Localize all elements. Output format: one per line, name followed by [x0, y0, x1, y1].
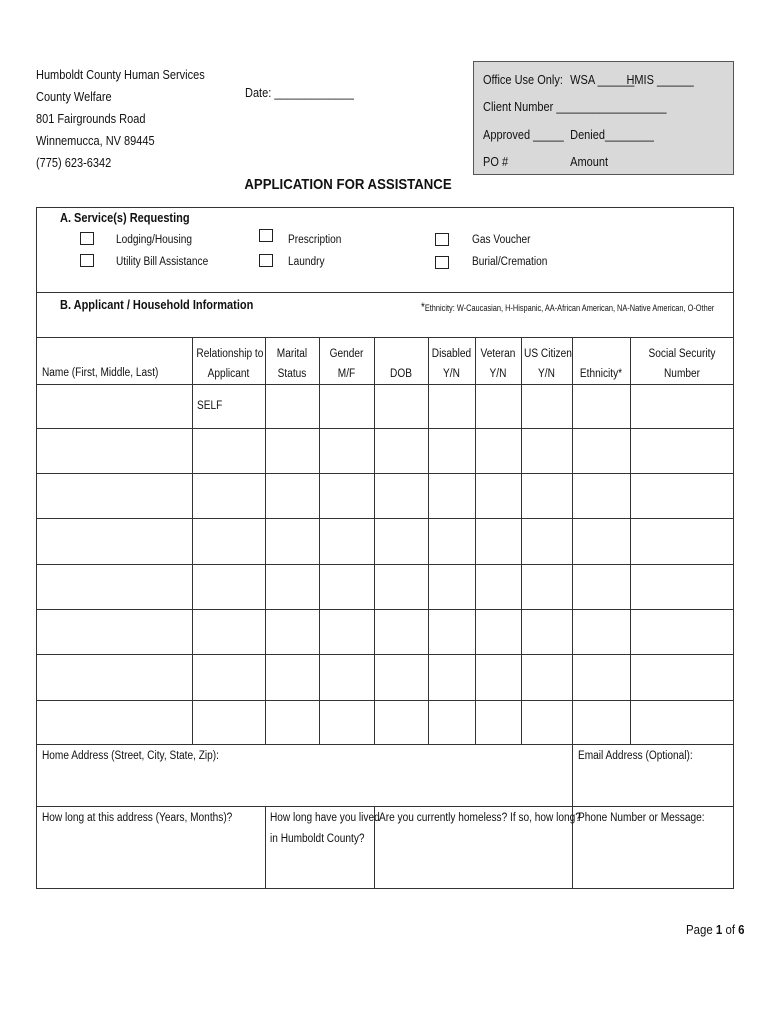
denied-field[interactable]: Denied________ — [570, 128, 654, 142]
header-gender-l2: M/F — [337, 368, 356, 380]
header-gender — [322, 344, 370, 384]
ethnicity-note-star: * — [421, 300, 425, 314]
cell-self: SELF — [197, 400, 223, 412]
how-long-address-label: How long at this address (Years, Months)? — [42, 812, 233, 824]
section-b-title: B. Applicant / Household Information — [60, 298, 254, 312]
form-title: APPLICATION FOR ASSISTANCE — [244, 176, 452, 193]
checkbox-burial[interactable] — [435, 256, 449, 269]
col-line — [265, 806, 266, 889]
header-relationship-l1: Relationship to — [196, 348, 264, 360]
how-long-county-l2: in Humboldt County? — [270, 833, 365, 845]
header-us-citizen-l1: US Citizen — [524, 348, 572, 360]
agency-name: Humboldt County Human Services — [36, 68, 205, 82]
po-field[interactable]: PO # — [483, 155, 509, 169]
header-relationship-l2: Applicant — [207, 368, 250, 380]
client-number-field[interactable]: Client Number __________________ — [483, 100, 667, 114]
label-utility: Utility Bill Assistance — [116, 256, 209, 268]
header-disabled-l2: Y/N — [443, 368, 460, 380]
col-line — [630, 337, 631, 744]
col-line — [521, 337, 522, 744]
header-marital — [268, 344, 316, 384]
header-veteran — [478, 344, 518, 384]
agency-street: 801 Fairgrounds Road — [36, 112, 146, 126]
col-line — [475, 337, 476, 744]
email-label: Email Address (Optional): — [578, 750, 693, 762]
address-row-line — [36, 806, 734, 807]
col-line — [374, 337, 375, 744]
header-us-citizen-l2: Y/N — [538, 368, 555, 380]
office-use-box — [473, 61, 734, 175]
agency-address — [36, 64, 205, 174]
header-disabled-l1: Disabled — [431, 348, 472, 360]
page-of: of — [722, 922, 739, 937]
homeless-label: Are you currently homeless? If so, how long? — [379, 812, 581, 824]
header-us-citizen — [524, 344, 572, 384]
col-line — [192, 337, 193, 744]
col-line — [572, 337, 573, 744]
how-long-county-l1: How long have you lived — [270, 812, 380, 824]
phone-label: Phone Number or Message: — [578, 812, 705, 824]
amount-field[interactable]: Amount — [570, 155, 609, 169]
hmis-field[interactable]: HMIS ______ — [626, 73, 694, 87]
ethnicity-note-text: Ethnicity: W-Caucasian, H-Hispanic, AA-African American, NA-Native American, O-Other — [424, 303, 715, 313]
label-burial: Burial/Cremation — [472, 256, 548, 268]
label-gas-voucher: Gas Voucher — [472, 234, 531, 246]
header-veteran-l1: Veteran — [480, 348, 516, 360]
table-bottom-line — [36, 744, 734, 745]
header-veteran-l2: Y/N — [489, 368, 507, 380]
header-marital-l1: Marital — [276, 348, 308, 360]
agency-phone: (775) 623-6342 — [36, 156, 112, 170]
checkbox-prescription[interactable] — [259, 229, 273, 242]
agency-city: Winnemucca, NV 89445 — [36, 134, 155, 148]
header-ssn — [636, 344, 728, 384]
agency-dept: County Welfare — [36, 90, 112, 104]
col-line — [319, 337, 320, 744]
section-divider — [36, 292, 734, 293]
header-ethnicity: Ethnicity* — [579, 368, 623, 380]
approved-field[interactable]: Approved _____ — [483, 128, 564, 142]
label-prescription: Prescription — [288, 234, 342, 246]
office-use-label: Office Use Only: — [483, 73, 563, 87]
page-current: 1 — [715, 922, 723, 937]
page-total: 6 — [738, 922, 745, 937]
header-gender-l1: Gender — [329, 348, 364, 360]
label-laundry: Laundry — [288, 256, 325, 268]
col-line — [428, 337, 429, 744]
header-relationship — [196, 344, 264, 384]
checkbox-gas-voucher[interactable] — [435, 233, 449, 246]
home-address-label: Home Address (Street, City, State, Zip): — [42, 750, 219, 762]
date-field[interactable]: Date: _____________ — [245, 86, 354, 100]
checkbox-lodging[interactable] — [80, 232, 94, 245]
header-ssn-l2: Number — [664, 368, 700, 380]
page-number — [686, 922, 745, 937]
checkbox-laundry[interactable] — [259, 254, 273, 267]
ethnicity-note — [421, 300, 714, 314]
section-a-title: A. Service(s) Requesting — [60, 211, 190, 225]
label-lodging: Lodging/Housing — [116, 234, 192, 246]
how-long-county-label — [270, 808, 380, 850]
col-line — [265, 337, 266, 744]
header-dob: DOB — [390, 368, 412, 380]
checkbox-utility[interactable] — [80, 254, 94, 267]
header-ssn-l1: Social Security — [648, 348, 716, 360]
header-marital-l2: Status — [277, 368, 307, 380]
header-disabled — [431, 344, 472, 384]
wsa-field[interactable]: WSA ______ — [570, 73, 635, 87]
header-name: Name (First, Middle, Last) — [42, 367, 159, 379]
page-prefix: Page — [686, 922, 716, 937]
